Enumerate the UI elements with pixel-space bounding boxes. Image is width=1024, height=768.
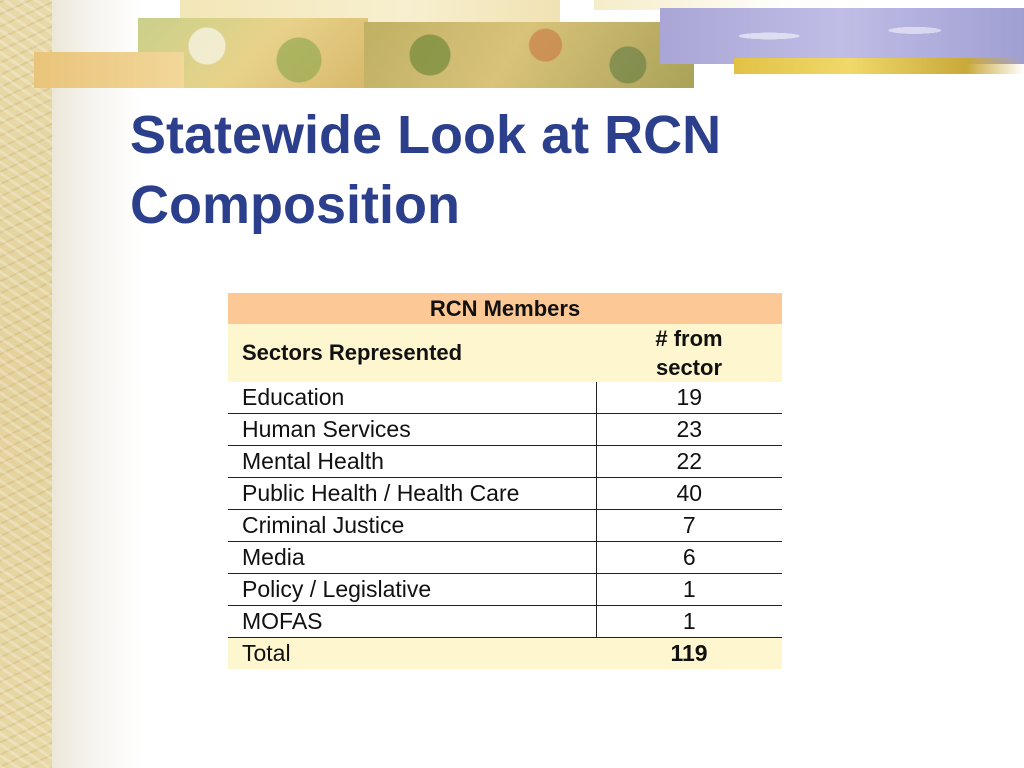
sector-cell: Human Services [228, 414, 596, 446]
table-caption-row [228, 293, 782, 324]
table-row [228, 542, 782, 574]
count-cell: 19 [596, 382, 782, 414]
rcn-members-table [228, 293, 782, 669]
table-caption: RCN Members [228, 293, 782, 324]
slide-title-line-1: Statewide Look at RCN [130, 105, 722, 165]
table-total-row [228, 638, 782, 670]
banner-segment [34, 52, 184, 88]
slide-title-line-2: Composition [130, 175, 460, 235]
decorative-left-fade [52, 0, 142, 768]
count-cell: 6 [596, 542, 782, 574]
count-cell: 1 [596, 606, 782, 638]
sector-cell: Policy / Legislative [228, 574, 596, 606]
count-cell: 7 [596, 510, 782, 542]
banner-segment [660, 8, 1024, 64]
sector-cell: Media [228, 542, 596, 574]
sector-cell: Public Health / Health Care [228, 478, 596, 510]
header-count-line-2: sector [655, 355, 723, 380]
sector-cell: Mental Health [228, 446, 596, 478]
table-row [228, 382, 782, 414]
header-sectors: Sectors Represented [228, 324, 596, 382]
header-count [596, 324, 782, 382]
header-count-line-1: # from [655, 326, 723, 351]
decorative-left-border [0, 0, 52, 768]
count-cell: 40 [596, 478, 782, 510]
total-label: Total [228, 638, 596, 670]
table-header-row [228, 324, 782, 382]
banner-segment [364, 22, 694, 88]
sector-cell: MOFAS [228, 606, 596, 638]
banner-segment [734, 58, 1024, 74]
table-row [228, 446, 782, 478]
decorative-top-banner [34, 0, 1024, 88]
sector-cell: Criminal Justice [228, 510, 596, 542]
count-cell: 23 [596, 414, 782, 446]
table-row [228, 574, 782, 606]
count-cell: 22 [596, 446, 782, 478]
count-cell: 1 [596, 574, 782, 606]
table-row [228, 478, 782, 510]
slide-title [130, 100, 990, 240]
sector-cell: Education [228, 382, 596, 414]
total-count: 119 [596, 638, 782, 670]
table-row [228, 510, 782, 542]
table-row [228, 606, 782, 638]
table-row [228, 414, 782, 446]
